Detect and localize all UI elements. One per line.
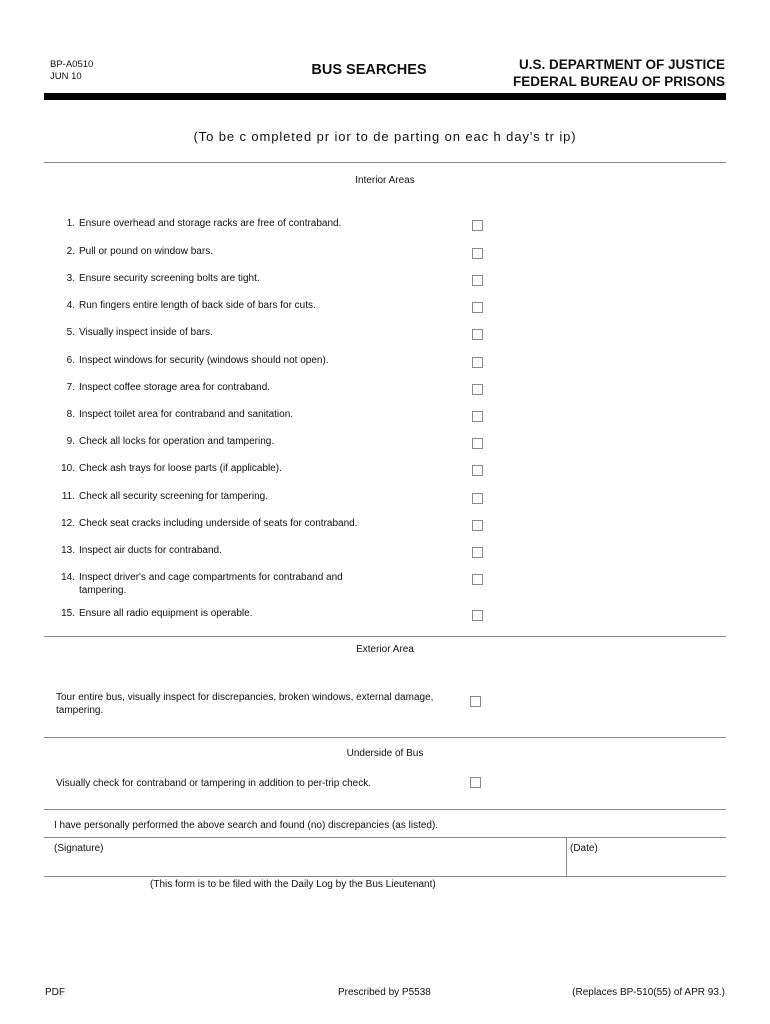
checklist-item-checkbox[interactable]: [472, 220, 483, 231]
checklist-item: [57, 327, 364, 340]
checklist-item-number: 10.: [61, 463, 75, 474]
checklist-item-checkbox[interactable]: [472, 384, 483, 395]
checklist-item-checkbox[interactable]: [472, 547, 483, 558]
checklist-item-checkbox[interactable]: [472, 275, 483, 286]
checklist-item: [57, 218, 364, 231]
form-number: BP-A0510: [50, 59, 94, 70]
checklist-item-number: 13.: [61, 545, 75, 556]
checklist-item-checkbox[interactable]: [472, 574, 483, 585]
checklist-item-checkbox[interactable]: [472, 248, 483, 259]
checklist-item-checkbox[interactable]: [472, 520, 483, 531]
checklist-item-number: 2.: [66, 246, 75, 257]
agency-line-1: U.S. DEPARTMENT OF JUSTICE: [518, 57, 725, 72]
checklist-item-number: 6.: [66, 355, 75, 366]
checklist-item-text: Inspect toilet area for contraband and sanitation.: [79, 409, 294, 420]
checklist-item: [57, 436, 364, 449]
form-title: BUS SEARCHES: [311, 62, 427, 78]
divider: [44, 876, 726, 877]
checklist-item-checkbox[interactable]: [472, 357, 483, 368]
checklist-item-text: Check seat cracks including underside of seats for contraband.: [79, 518, 358, 529]
divider-vertical: [566, 837, 567, 876]
underside-checkbox[interactable]: [470, 777, 481, 788]
underside-section-title: Underside of Bus: [346, 748, 424, 759]
checklist-item: [57, 608, 364, 621]
checklist-item-number: 8.: [66, 409, 75, 420]
divider: [44, 636, 726, 637]
checklist-item-text: Visually inspect inside of bars.: [79, 327, 213, 338]
divider: [44, 809, 726, 810]
signature-label: (Signature): [54, 843, 104, 854]
footer-right: (Replaces BP-510(55) of APR 93.): [572, 987, 725, 998]
checklist-item-text: Pull or pound on window bars.: [79, 246, 213, 257]
form-subtitle: (To be c ompleted pr ior to de parting on eac h day's tr ip): [193, 129, 577, 144]
checklist-item-number: 9.: [66, 436, 75, 447]
checklist-item-number: 7.: [66, 382, 75, 393]
checklist-item-text: Ensure security screening bolts are tight.: [79, 273, 260, 284]
filing-note: (This form is to be filed with the Daily Log by the Bus Lieutenant): [150, 879, 436, 890]
checklist-item-number: 15.: [61, 608, 75, 619]
checklist-item-text: Ensure all radio equipment is operable.: [79, 608, 253, 619]
footer-center: Prescribed by P5538: [338, 987, 431, 998]
checklist-item-checkbox[interactable]: [472, 438, 483, 449]
checklist-item: [57, 463, 364, 476]
agency-block: [513, 56, 725, 90]
date-label: (Date): [570, 843, 598, 854]
checklist-item: [57, 545, 364, 558]
checklist-item-text: Inspect coffee storage area for contraband.: [79, 382, 271, 393]
checklist-item-text: Run fingers entire length of back side of bars for cuts.: [79, 300, 316, 311]
checklist-item-number: 3.: [66, 273, 75, 284]
checklist-item-number: 12.: [61, 518, 75, 529]
checklist-item-checkbox[interactable]: [472, 411, 483, 422]
checklist-item: [57, 300, 364, 313]
underside-check-text: Visually check for contraband or tampering in addition to per-trip check.: [56, 778, 371, 789]
checklist-item-text: Check all locks for operation and tampering.: [79, 436, 275, 447]
checklist-item-text: Ensure overhead and storage racks are free of contraband.: [79, 218, 342, 229]
checklist-item: [57, 273, 364, 286]
checklist-item: [57, 382, 364, 395]
checklist-item-checkbox[interactable]: [472, 493, 483, 504]
signature-field[interactable]: [100, 855, 560, 875]
checklist-item: [57, 491, 364, 504]
checklist-item-checkbox[interactable]: [472, 302, 483, 313]
checklist-item-text: Check all security screening for tampering.: [79, 491, 268, 502]
checklist-item: [57, 518, 364, 531]
date-field[interactable]: [600, 855, 720, 875]
checklist-item-checkbox[interactable]: [472, 465, 483, 476]
interior-section-title: Interior Areas: [355, 175, 415, 186]
checklist-item: [57, 409, 364, 422]
checklist-item-number: 11.: [61, 491, 75, 502]
checklist-item: [57, 246, 364, 259]
form-date: JUN 10: [50, 71, 82, 82]
agency-line-2: FEDERAL BUREAU OF PRISONS: [512, 74, 725, 89]
exterior-checkbox[interactable]: [470, 696, 481, 707]
checklist-item: [57, 572, 364, 597]
checklist-item-text: Inspect driver's and cage compartments for contraband and tampering.: [79, 572, 343, 596]
divider: [44, 737, 726, 738]
checklist-item-number: 1.: [66, 218, 75, 229]
divider: [44, 162, 726, 163]
checklist-item-checkbox[interactable]: [472, 329, 483, 340]
divider: [44, 837, 726, 838]
checklist-item-text: Check ash trays for loose parts (if applicable).: [79, 463, 282, 474]
checklist-item-text: Inspect windows for security (windows should not open).: [79, 355, 329, 366]
header-rule: [44, 93, 726, 100]
exterior-section-title: Exterior Area: [356, 644, 414, 655]
footer-left: PDF: [45, 987, 65, 998]
certification-statement: I have personally performed the above search and found (no) discrepancies (as listed).: [54, 820, 439, 831]
exterior-check-text: Tour entire bus, visually inspect for discrepancies, broken windows, external damage, tampering.: [56, 692, 434, 716]
checklist-item-number: 14.: [61, 572, 75, 583]
checklist-item-text: Inspect air ducts for contraband.: [79, 545, 222, 556]
checklist-item-checkbox[interactable]: [472, 610, 483, 621]
checklist-item-number: 5.: [66, 327, 75, 338]
checklist-item: [57, 355, 364, 368]
checklist-item-number: 4.: [66, 300, 75, 311]
